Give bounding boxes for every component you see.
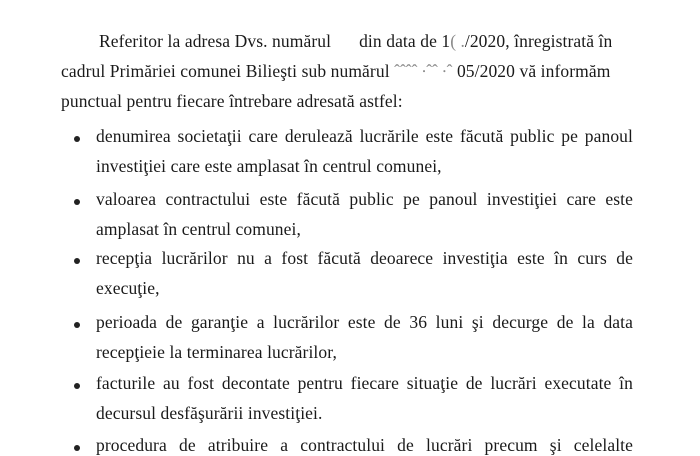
bullet-3-line-2 (96, 277, 160, 299)
intro-line-3-text: punctual pentru fiecare întrebare adresată astfel: (61, 91, 403, 111)
bullet-2-line-2 (96, 218, 301, 240)
bullet-2-text-1: valoarea contractului este făcută public pe panoul investiţiei care este (96, 189, 633, 209)
intro-line-2-after: 05/2020 vă informăm (456, 61, 611, 81)
intro-line-1-before: Referitor la adresa Dvs. numărul (99, 31, 332, 51)
bullet-3-text-2: execuţie, (96, 278, 160, 298)
bullet-5-text-2: decursul desfăşurării investiţiei. (96, 403, 323, 423)
bullet-3-text-1: recepţia lucrărilor nu a fost făcută deoarece investiţia este în curs de (96, 248, 633, 268)
bullet-5-line-1 (96, 372, 633, 394)
bullet-3-line-1 (96, 247, 633, 269)
bullet-5-text-1: facturile au fost decontate pentru fiecare situaţie de lucrări executate în (96, 373, 633, 393)
intro-line-1-end: /2020, înregistrată în (464, 31, 613, 51)
intro-line-3 (61, 90, 403, 112)
bullet-2-line-1 (96, 188, 633, 210)
bullet-4-text-1: perioada de garanţie a lucrărilor este de 36 luni şi decurge de la data (96, 312, 633, 332)
bullet-dot (74, 445, 80, 451)
bullet-dot (74, 136, 80, 142)
bullet-5-line-2 (96, 402, 322, 424)
intro-line-1-after: din data de 1 (359, 31, 451, 51)
bullet-4-line-1 (96, 311, 633, 333)
bullet-dot (74, 383, 80, 389)
bullet-4-text-2: recepţieie la terminarea lucrărilor, (96, 342, 337, 362)
intro-line-1 (99, 30, 612, 52)
bullet-4-line-2 (96, 341, 337, 363)
redacted-date-fragment: ( . (450, 31, 465, 51)
bullet-dot (74, 322, 80, 328)
bullet-2-text-2: amplasat în centrul comunei, (96, 219, 301, 239)
bullet-1-line-1 (96, 125, 633, 147)
redacted-number-fragment: ˆˆˆˆ ∙ˆˆ ∙ˆ (394, 61, 453, 81)
bullet-6-text-1: procedura de atribuire a contractului de lucrări precum şi celelalte (96, 435, 633, 455)
bullet-dot (74, 199, 80, 205)
bullet-1-text-1: denumirea societaţii care derulează lucrările este făcută public pe panoul (96, 126, 633, 146)
bullet-dot (74, 258, 80, 264)
bullet-1-line-2 (96, 155, 442, 177)
intro-line-2 (61, 60, 610, 82)
intro-line-2-before: cadrul Primăriei comunei Bilieşti sub numărul (61, 61, 390, 81)
bullet-1-text-2: investiţiei care este amplasat în centrul comunei, (96, 156, 442, 176)
